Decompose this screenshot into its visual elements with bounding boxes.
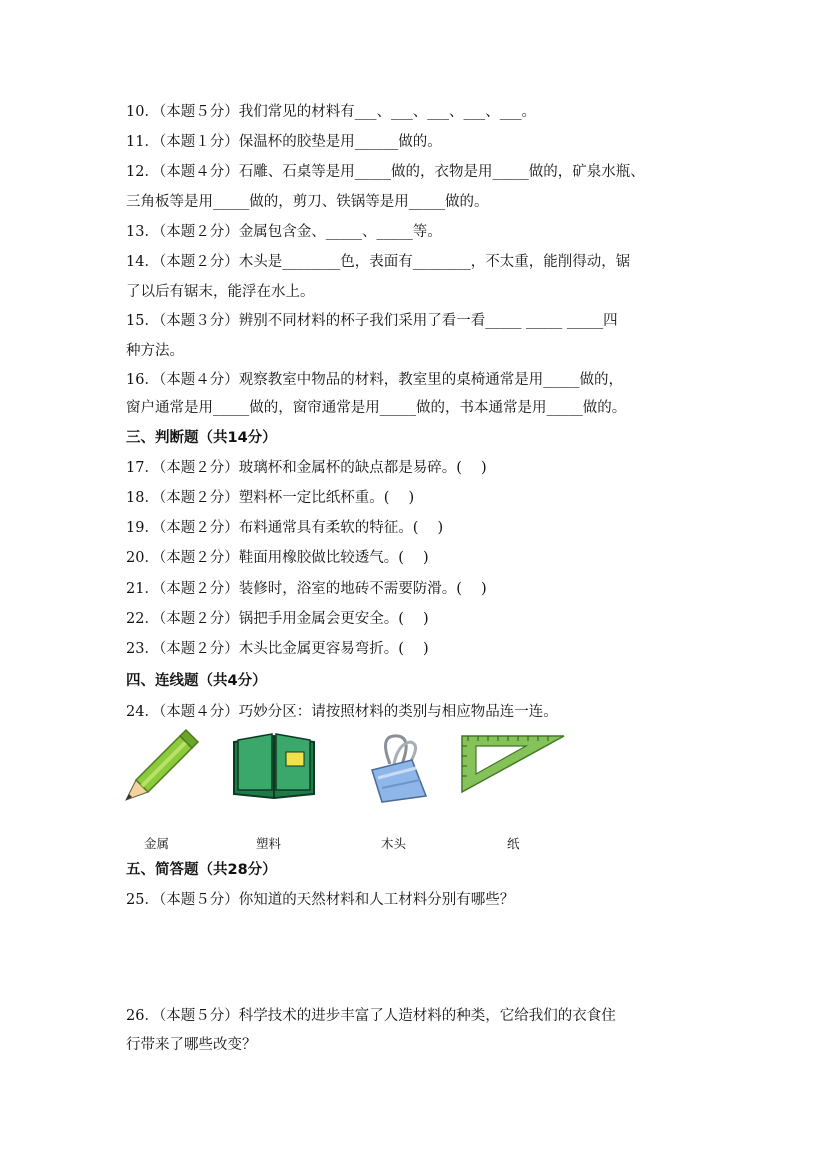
section-true-false-heading: 三、判断题（共14分） bbox=[126, 430, 277, 446]
question-19: 19．（本题２分）布料通常具有柔软的特征。( ) bbox=[126, 520, 444, 536]
question-10: 10．（本题５分）我们常见的材料有___、___、___、___、___。 bbox=[126, 104, 536, 120]
section-short-answer-heading: 五、简答题（共28分） bbox=[126, 862, 277, 878]
book-picture bbox=[230, 730, 318, 800]
question-14-cont: 了以后有锯末，能浮在水上。 bbox=[126, 284, 315, 300]
label-wood: 木头 bbox=[381, 836, 407, 851]
question-26-cont: 行带来了哪些改变？ bbox=[126, 1037, 257, 1053]
question-22: 22．（本题２分）锅把手用金属会更安全。( ) bbox=[126, 611, 429, 627]
question-12: 12．（本题４分）石雕、石桌等是用_____做的，衣物是用_____做的，矿泉水瓶、 bbox=[126, 164, 645, 180]
question-26: 26．（本题５分）科学技术的进步丰富了人造材料的种类，它给我们的衣食住 bbox=[126, 1008, 616, 1024]
label-plastic: 塑料 bbox=[256, 836, 282, 851]
question-20: 20．（本题２分）鞋面用橡胶做比较透气。( ) bbox=[126, 550, 429, 566]
question-16: 16．（本题４分）观察教室中物品的材料，教室里的桌椅通常是用_____做的， bbox=[126, 372, 623, 388]
binder-clip-picture bbox=[368, 730, 428, 804]
question-14: 14．（本题２分）木头是________色，表面有________，不太重，能削得动，锯 bbox=[126, 254, 631, 270]
question-23: 23．（本题２分）木头比金属更容易弯折。( ) bbox=[126, 641, 429, 657]
question-21: 21．（本题２分）装修时，浴室的地砖不需要防滑。( ) bbox=[126, 581, 487, 597]
question-15-cont: 种方法。 bbox=[126, 343, 184, 359]
label-paper: 纸 bbox=[507, 836, 520, 851]
question-11: 11．（本题１分）保温杯的胶垫是用______做的。 bbox=[126, 134, 442, 150]
question-18: 18．（本题２分）塑料杯一定比纸杯重。( ) bbox=[126, 490, 415, 506]
label-metal: 金属 bbox=[144, 836, 170, 851]
question-13: 13．（本题２分）金属包含金、_____、_____等。 bbox=[126, 224, 442, 240]
question-25: 25．（本题５分）你知道的天然材料和人工材料分别有哪些？ bbox=[126, 892, 515, 908]
triangle-ruler-picture bbox=[458, 732, 568, 794]
pencil-picture bbox=[122, 728, 200, 804]
question-12-cont: 三角板等是用_____做的，剪刀、铁锅等是用_____做的。 bbox=[126, 194, 489, 210]
section-matching-heading: 四、连线题（共4分） bbox=[126, 673, 267, 689]
question-17: 17．（本题２分）玻璃杯和金属杯的缺点都是易碎。( ) bbox=[126, 460, 487, 476]
question-24: 24．（本题４分）巧妙分区：请按照材料的类别与相应物品连一连。 bbox=[126, 704, 558, 720]
question-16-cont: 窗户通常是用_____做的，窗帘通常是用_____做的，书本通常是用_____做的。 bbox=[126, 400, 627, 416]
question-15: 15．（本题３分）辨别不同材料的杯子我们采用了看一看_____ _____ _____四 bbox=[126, 313, 618, 329]
